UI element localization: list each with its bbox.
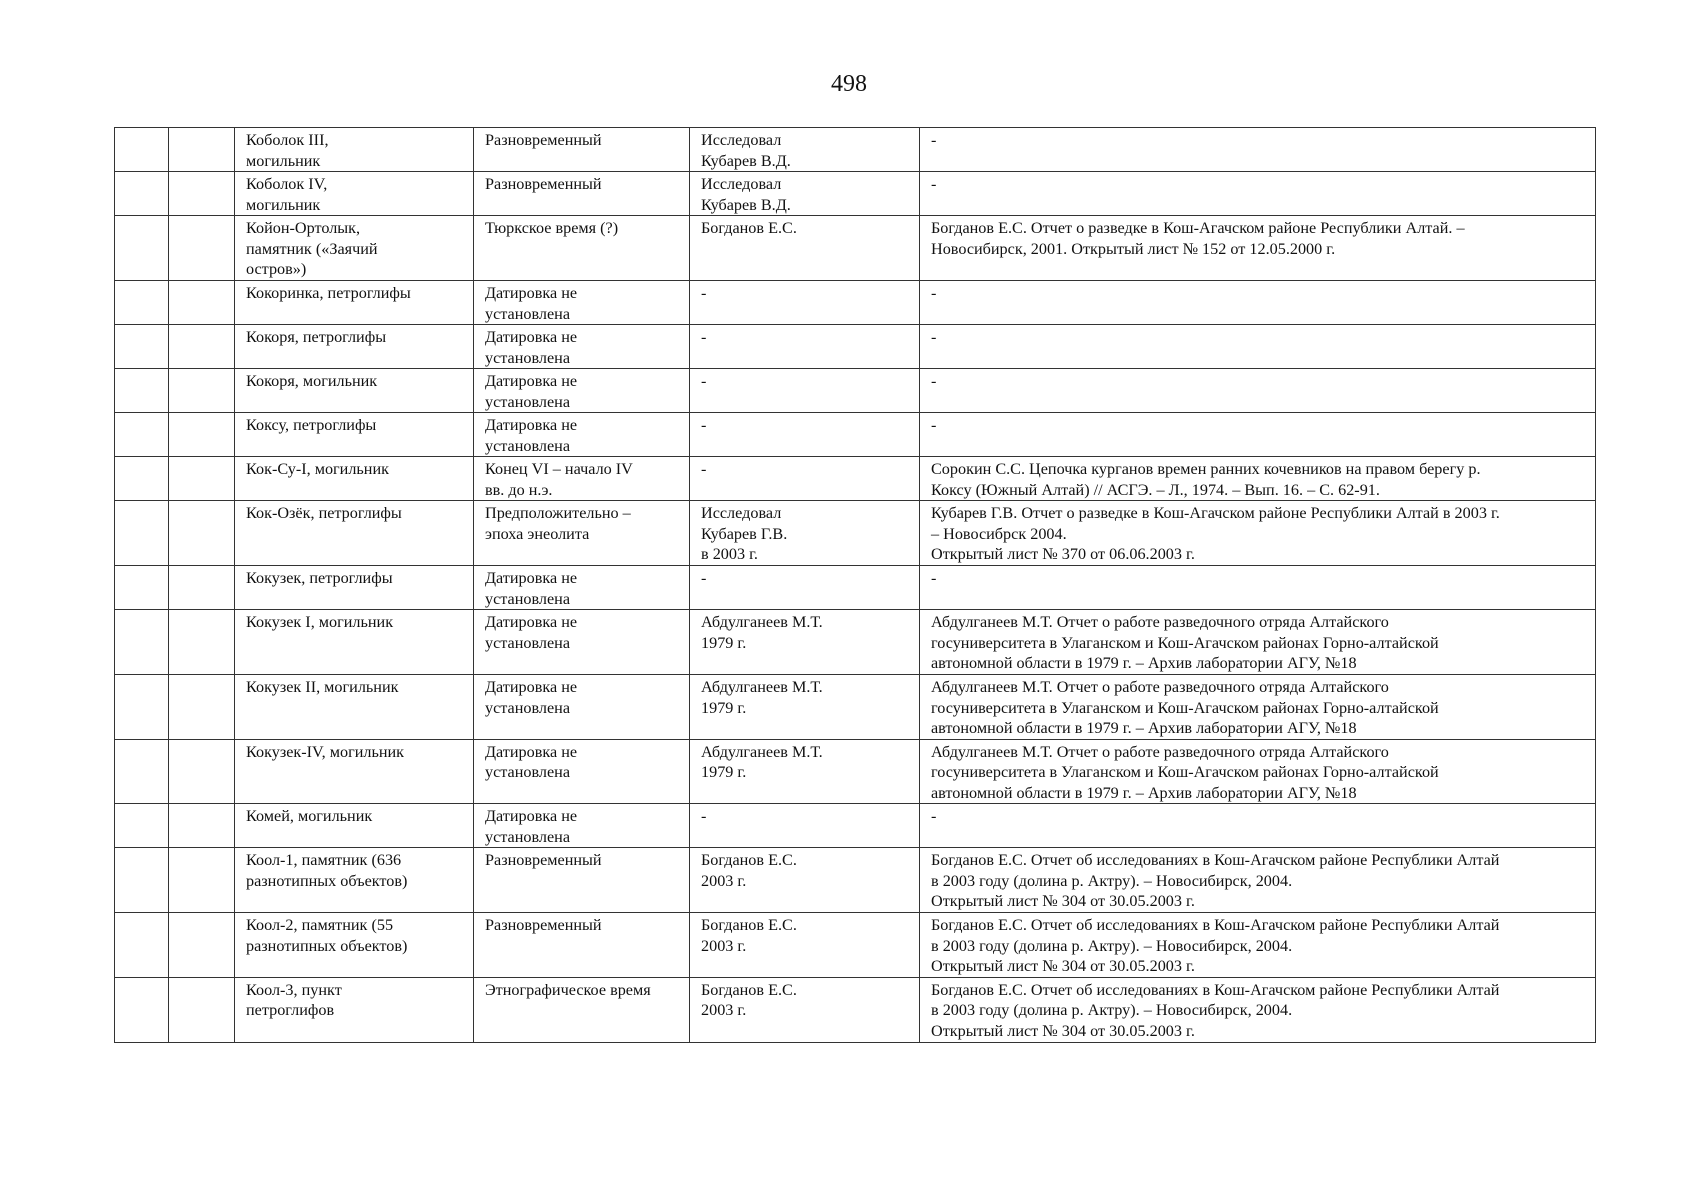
site-name-text: Комей, могильник	[246, 807, 373, 825]
researcher-cell	[690, 216, 920, 281]
code-cell	[169, 128, 235, 172]
site-name-cell	[235, 413, 474, 457]
source-cell	[920, 369, 1596, 413]
researcher-cell	[690, 739, 920, 804]
site-name-cell	[235, 566, 474, 610]
number-cell	[115, 566, 169, 610]
researcher-cell	[690, 913, 920, 978]
dating-text: Датировка не установлена	[485, 372, 578, 411]
researcher-text: Богданов Е.С. 2003 г.	[701, 980, 797, 1019]
researcher-cell	[690, 413, 920, 457]
table-row	[115, 413, 1596, 457]
number-cell	[115, 501, 169, 566]
source-text: Абдулганеев М.Т. Отчет о работе разведочного отряда Алтайского госуниверситета в Улаганском и Кош-Агачском районах Горно-алтайской автономной области в 1979 г. – Архив лаборатории АГУ, №18	[931, 678, 1439, 737]
researcher-cell	[690, 977, 920, 1042]
code-cell	[169, 369, 235, 413]
site-name-text: Коол-3, пункт петроглифов	[246, 980, 342, 1019]
researcher-cell	[690, 804, 920, 848]
code-cell	[169, 566, 235, 610]
dating-cell	[474, 739, 690, 804]
number-cell	[115, 675, 169, 740]
dating-text: Разновременный	[485, 175, 602, 193]
source-text: Абдулганеев М.Т. Отчет о работе разведочного отряда Алтайского госуниверситета в Улаганском и Кош-Агачском районах Горно-алтайской автономной области в 1979 г. – Архив лаборатории АГУ, №18	[931, 613, 1439, 672]
number-cell	[115, 848, 169, 913]
source-text: -	[931, 569, 937, 587]
researcher-cell	[690, 281, 920, 325]
researcher-text: -	[701, 460, 707, 478]
code-cell	[169, 675, 235, 740]
code-cell	[169, 913, 235, 978]
source-text: Абдулганеев М.Т. Отчет о работе разведочного отряда Алтайского госуниверситета в Улаганском и Кош-Агачском районах Горно-алтайской автономной области в 1979 г. – Архив лаборатории АГУ, №18	[931, 742, 1439, 802]
source-cell	[920, 610, 1596, 675]
page-number: 498	[831, 71, 867, 97]
dating-cell	[474, 848, 690, 913]
site-name-cell	[235, 369, 474, 413]
dating-cell	[474, 675, 690, 740]
site-name-cell	[235, 610, 474, 675]
dating-cell	[474, 369, 690, 413]
site-name-cell	[235, 172, 474, 216]
researcher-text: Исследовал Кубарев В.Д.	[701, 131, 791, 170]
site-name-text: Коол-1, памятник (636 разнотипных объектов)	[246, 851, 408, 890]
number-cell	[115, 913, 169, 978]
source-text: Богданов Е.С. Отчет об исследованиях в Кош-Агачском районе Республики Алтай в 2003 году (долина р. Актру). – Новосибирск, 2004. Открытый лист № 304 от 30.05.2003 г.	[931, 980, 1500, 1040]
code-cell	[169, 501, 235, 566]
number-cell	[115, 610, 169, 675]
site-name-cell	[235, 913, 474, 978]
source-text: Сорокин С.С. Цепочка курганов времен ранних кочевников на правом берегу р. Коксу (Южный Алтай) // АСГЭ. – Л., 1974. – Вып. 16. – С. 62-91.	[931, 460, 1481, 499]
researcher-cell	[690, 848, 920, 913]
dating-cell	[474, 216, 690, 281]
code-cell	[169, 804, 235, 848]
site-name-text: Коксу, петроглифы	[246, 416, 377, 434]
dating-text: Разновременный	[485, 916, 602, 934]
site-name-text: Кокузек II, могильник	[246, 678, 399, 696]
dating-cell	[474, 566, 690, 610]
site-name-text: Кокузек I, могильник	[246, 613, 394, 631]
table-row	[115, 610, 1596, 675]
researcher-text: -	[701, 416, 707, 434]
site-name-cell	[235, 675, 474, 740]
site-name-text: Койон-Ортолык, памятник («Заячий остров»)	[246, 219, 378, 278]
number-cell	[115, 457, 169, 501]
site-name-cell	[235, 848, 474, 913]
source-cell	[920, 913, 1596, 978]
dating-text: Датировка не установлена	[485, 328, 578, 367]
site-name-cell	[235, 128, 474, 172]
dating-text: Этнографическое время	[485, 980, 651, 999]
site-name-text: Коболок IV, могильник	[246, 175, 328, 214]
code-cell	[169, 457, 235, 501]
site-name-cell	[235, 804, 474, 848]
site-name-cell	[235, 501, 474, 566]
code-cell	[169, 172, 235, 216]
source-cell	[920, 281, 1596, 325]
researcher-text: Абдулганеев М.Т. 1979 г.	[701, 742, 823, 781]
source-cell	[920, 501, 1596, 566]
dating-text: Датировка не установлена	[485, 284, 578, 323]
number-cell	[115, 128, 169, 172]
site-name-cell	[235, 281, 474, 325]
source-cell	[920, 739, 1596, 804]
monuments-table	[114, 127, 1596, 1043]
code-cell	[169, 281, 235, 325]
site-name-text: Кокузек, петроглифы	[246, 569, 393, 587]
source-text: -	[931, 416, 937, 434]
table-row	[115, 369, 1596, 413]
dating-cell	[474, 610, 690, 675]
site-name-cell	[235, 325, 474, 369]
source-text: -	[931, 284, 937, 302]
code-cell	[169, 413, 235, 457]
researcher-cell	[690, 172, 920, 216]
dating-text: Датировка не установлена	[485, 569, 578, 608]
source-cell	[920, 325, 1596, 369]
site-name-text: Кок-Су-I, могильник	[246, 460, 389, 478]
researcher-text: -	[701, 372, 707, 390]
dating-text: Датировка не установлена	[485, 613, 578, 652]
researcher-text: -	[701, 807, 707, 825]
number-cell	[115, 413, 169, 457]
table-row	[115, 325, 1596, 369]
dating-text: Конец VI – начало IV вв. до н.э.	[485, 460, 633, 499]
site-name-text: Кокоря, могильник	[246, 372, 378, 390]
source-cell	[920, 413, 1596, 457]
table-row	[115, 457, 1596, 501]
number-cell	[115, 216, 169, 281]
researcher-cell	[690, 675, 920, 740]
table-row	[115, 216, 1596, 281]
table-row	[115, 804, 1596, 848]
site-name-text: Коол-2, памятник (55 разнотипных объектов)	[246, 916, 408, 955]
table-row	[115, 566, 1596, 610]
site-name-text: Коболок III, могильник	[246, 131, 329, 170]
table-row	[115, 977, 1596, 1042]
number-cell	[115, 325, 169, 369]
code-cell	[169, 216, 235, 281]
table-row	[115, 913, 1596, 978]
table-row	[115, 675, 1596, 740]
site-name-text: Кок-Озёк, петроглифы	[246, 504, 402, 522]
dating-cell	[474, 128, 690, 172]
dating-cell	[474, 457, 690, 501]
dating-text: Датировка не установлена	[485, 416, 578, 455]
researcher-cell	[690, 501, 920, 566]
researcher-cell	[690, 457, 920, 501]
source-cell	[920, 566, 1596, 610]
table-body	[115, 128, 1596, 1043]
dating-cell	[474, 172, 690, 216]
researcher-text: Богданов Е.С. 2003 г.	[701, 851, 797, 890]
researcher-text: -	[701, 328, 707, 346]
source-text: Богданов Е.С. Отчет об исследованиях в Кош-Агачском районе Республики Алтай в 2003 году (долина р. Актру). – Новосибирск, 2004. Открытый лист № 304 от 30.05.2003 г.	[931, 851, 1500, 910]
table-row	[115, 172, 1596, 216]
dating-text: Тюркское время (?)	[485, 219, 619, 237]
code-cell	[169, 325, 235, 369]
dating-cell	[474, 804, 690, 848]
site-name-text: Кокузек-IV, могильник	[246, 742, 405, 761]
dating-text: Разновременный	[485, 131, 602, 149]
researcher-text: Богданов Е.С. 2003 г.	[701, 916, 797, 955]
code-cell	[169, 610, 235, 675]
researcher-text: -	[701, 569, 707, 587]
dating-cell	[474, 913, 690, 978]
source-text: -	[931, 175, 937, 193]
source-cell	[920, 977, 1596, 1042]
dating-text: Предположительно – эпоха энеолита	[485, 504, 631, 543]
dating-cell	[474, 281, 690, 325]
researcher-cell	[690, 566, 920, 610]
source-text: -	[931, 131, 937, 149]
source-cell	[920, 804, 1596, 848]
code-cell	[169, 848, 235, 913]
dating-cell	[474, 413, 690, 457]
dating-text: Датировка не установлена	[485, 742, 578, 781]
code-cell	[169, 739, 235, 804]
researcher-text: -	[701, 284, 707, 302]
dating-text: Разновременный	[485, 851, 602, 869]
code-cell	[169, 977, 235, 1042]
site-name-text: Кокоря, петроглифы	[246, 328, 387, 346]
researcher-cell	[690, 610, 920, 675]
table-row	[115, 128, 1596, 172]
table-row	[115, 848, 1596, 913]
researcher-cell	[690, 128, 920, 172]
source-text: Богданов Е.С. Отчет об исследованиях в Кош-Агачском районе Республики Алтай в 2003 году (долина р. Актру). – Новосибирск, 2004. Открытый лист № 304 от 30.05.2003 г.	[931, 916, 1500, 975]
number-cell	[115, 804, 169, 848]
researcher-cell	[690, 369, 920, 413]
dating-cell	[474, 977, 690, 1042]
source-text: -	[931, 328, 937, 346]
table-row	[115, 281, 1596, 325]
number-cell	[115, 739, 169, 804]
site-name-cell	[235, 977, 474, 1042]
number-cell	[115, 281, 169, 325]
source-cell	[920, 216, 1596, 281]
site-name-cell	[235, 739, 474, 804]
researcher-text: Богданов Е.С.	[701, 219, 797, 237]
source-cell	[920, 457, 1596, 501]
source-text: -	[931, 372, 937, 390]
dating-cell	[474, 501, 690, 566]
researcher-text: Исследовал Кубарев В.Д.	[701, 175, 791, 214]
dating-text: Датировка не установлена	[485, 807, 578, 846]
source-text: -	[931, 807, 937, 825]
number-cell	[115, 369, 169, 413]
site-name-cell	[235, 216, 474, 281]
table-row	[115, 739, 1596, 804]
researcher-text: Абдулганеев М.Т. 1979 г.	[701, 678, 823, 717]
researcher-cell	[690, 325, 920, 369]
source-text: Богданов Е.С. Отчет о разведке в Кош-Агачском районе Республики Алтай. – Новосибирск, 2001. Открытый лист № 152 от 12.05.2000 г.	[931, 219, 1465, 258]
site-name-text: Кокоринка, петроглифы	[246, 284, 411, 302]
source-cell	[920, 172, 1596, 216]
source-text: Кубарев Г.В. Отчет о разведке в Кош-Агачском районе Республики Алтай в 2003 г. – Новосибрск 2004. Открытый лист № 370 от 06.06.2003 г.	[931, 504, 1500, 563]
site-name-cell	[235, 457, 474, 501]
researcher-text: Исследовал Кубарев Г.В. в 2003 г.	[701, 504, 788, 563]
dating-text: Датировка не установлена	[485, 678, 578, 717]
dating-cell	[474, 325, 690, 369]
source-cell	[920, 128, 1596, 172]
number-cell	[115, 172, 169, 216]
table-row	[115, 501, 1596, 566]
source-cell	[920, 675, 1596, 740]
number-cell	[115, 977, 169, 1042]
source-cell	[920, 848, 1596, 913]
researcher-text: Абдулганеев М.Т. 1979 г.	[701, 613, 823, 652]
